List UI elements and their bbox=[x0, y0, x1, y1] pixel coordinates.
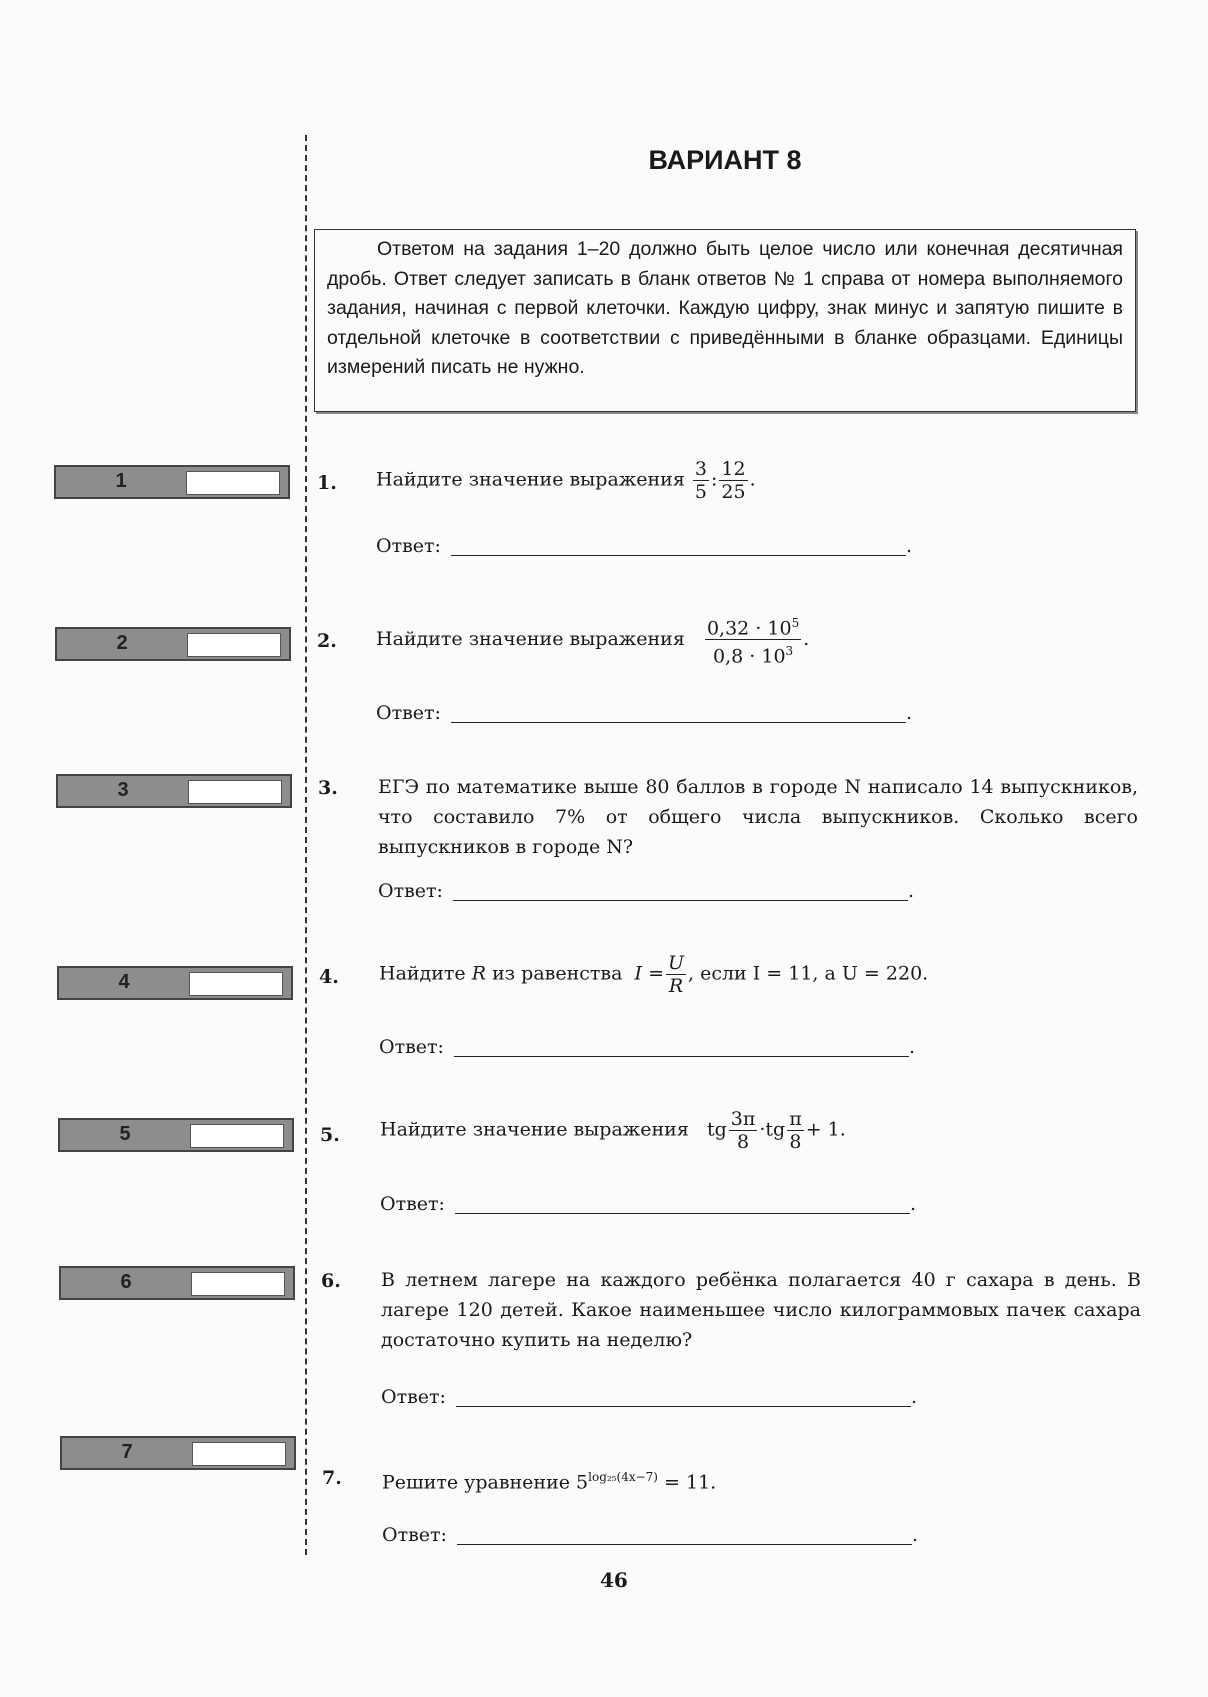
answer-field-7[interactable]: Ответ: . bbox=[382, 1524, 918, 1546]
answer-box-5 bbox=[58, 1118, 294, 1152]
answer-cell[interactable] bbox=[190, 1124, 284, 1148]
answer-box-6 bbox=[59, 1266, 295, 1300]
answer-box-number: 6 bbox=[120, 1271, 132, 1293]
answer-box-7 bbox=[60, 1436, 296, 1470]
answer-field-3[interactable]: Ответ: . bbox=[378, 880, 914, 902]
task-1-text: Найдите значение выражения $\frac{3}{5}$ : $\frac{12}{25}$ . bbox=[376, 458, 756, 503]
answer-box-number: 7 bbox=[121, 1441, 133, 1463]
task-number: 5. bbox=[320, 1124, 340, 1146]
answer-box-3 bbox=[56, 774, 292, 808]
instructions-text: Ответом на задания 1–20 должно быть целое число или конечная десятичная дробь. Ответ следует записать в бланк ответов № 1 справа от номера выполняемого задания, начиная с первой клеточки. Каждую цифру, знак минус и запятую пишите в отдельной клеточке в соответствии с приведёнными в бланке образцами. Единицы измерений писать не нужно. bbox=[327, 238, 1123, 378]
task-number: 4. bbox=[319, 966, 339, 988]
task-2-text: Найдите значение выражения $\frac{0,32 \cdot 10^5}{0,8 \cdot 10^3}$ . bbox=[376, 612, 1136, 668]
answer-field-6[interactable]: Ответ: . bbox=[381, 1386, 917, 1408]
answer-box-4 bbox=[57, 966, 293, 1000]
task-7-text: Решите уравнение $5^{log_{25}(4x-7)} = 11$. bbox=[382, 1470, 717, 1494]
task-3-text: ЕГЭ по математике выше 80 баллов в городе N написало 14 выпускников, что составило 7% от общего числа выпускников. Сколько всего выпускников в городе N? bbox=[378, 776, 1138, 858]
task-6-text: В летнем лагере на каждого ребёнка полагается 40 г сахара в день. В лагере 120 детей. Какое наименьшее число килограммовых пачек сахара достаточно купить на неделю? bbox=[381, 1269, 1141, 1351]
answer-cell[interactable] bbox=[189, 972, 283, 996]
answer-box-number: 3 bbox=[117, 779, 129, 801]
instructions-box bbox=[314, 229, 1136, 412]
answer-cell[interactable] bbox=[187, 633, 281, 657]
answer-cell[interactable] bbox=[188, 780, 282, 804]
answer-box-number: 2 bbox=[116, 632, 128, 654]
page-number: 46 bbox=[600, 1568, 628, 1592]
answer-field-4[interactable]: Ответ: . bbox=[379, 1036, 915, 1058]
task-number: 2. bbox=[317, 630, 337, 652]
page-title: ВАРИАНТ 8 bbox=[648, 145, 802, 175]
task-number: 1. bbox=[317, 472, 337, 494]
answer-box-1 bbox=[54, 465, 290, 499]
answer-box-2 bbox=[55, 627, 291, 661]
answer-box-number: 5 bbox=[119, 1123, 131, 1145]
task-number: 7. bbox=[322, 1467, 342, 1489]
answer-box-number: 4 bbox=[118, 971, 130, 993]
answer-cell[interactable] bbox=[192, 1442, 286, 1466]
task-4-text: Найдите R из равенства I = $\frac{U}{R}$ , если I = 11, а U = 220. bbox=[379, 952, 929, 997]
answer-cell[interactable] bbox=[191, 1272, 285, 1296]
answer-field-1[interactable]: Ответ: . bbox=[376, 535, 912, 557]
answer-field-2[interactable]: Ответ: . bbox=[376, 702, 912, 724]
task-number: 3. bbox=[318, 777, 338, 799]
answer-box-number: 1 bbox=[115, 470, 127, 492]
task-number: 6. bbox=[321, 1270, 341, 1292]
answer-field-5[interactable]: Ответ: . bbox=[380, 1193, 916, 1215]
cut-line bbox=[305, 135, 307, 1555]
task-5-text: Найдите значение выражения tg $\frac{3\pi}{8}$ ·tg $\frac{\pi}{8}$ + 1. bbox=[380, 1108, 846, 1153]
answer-cell[interactable] bbox=[186, 471, 280, 495]
